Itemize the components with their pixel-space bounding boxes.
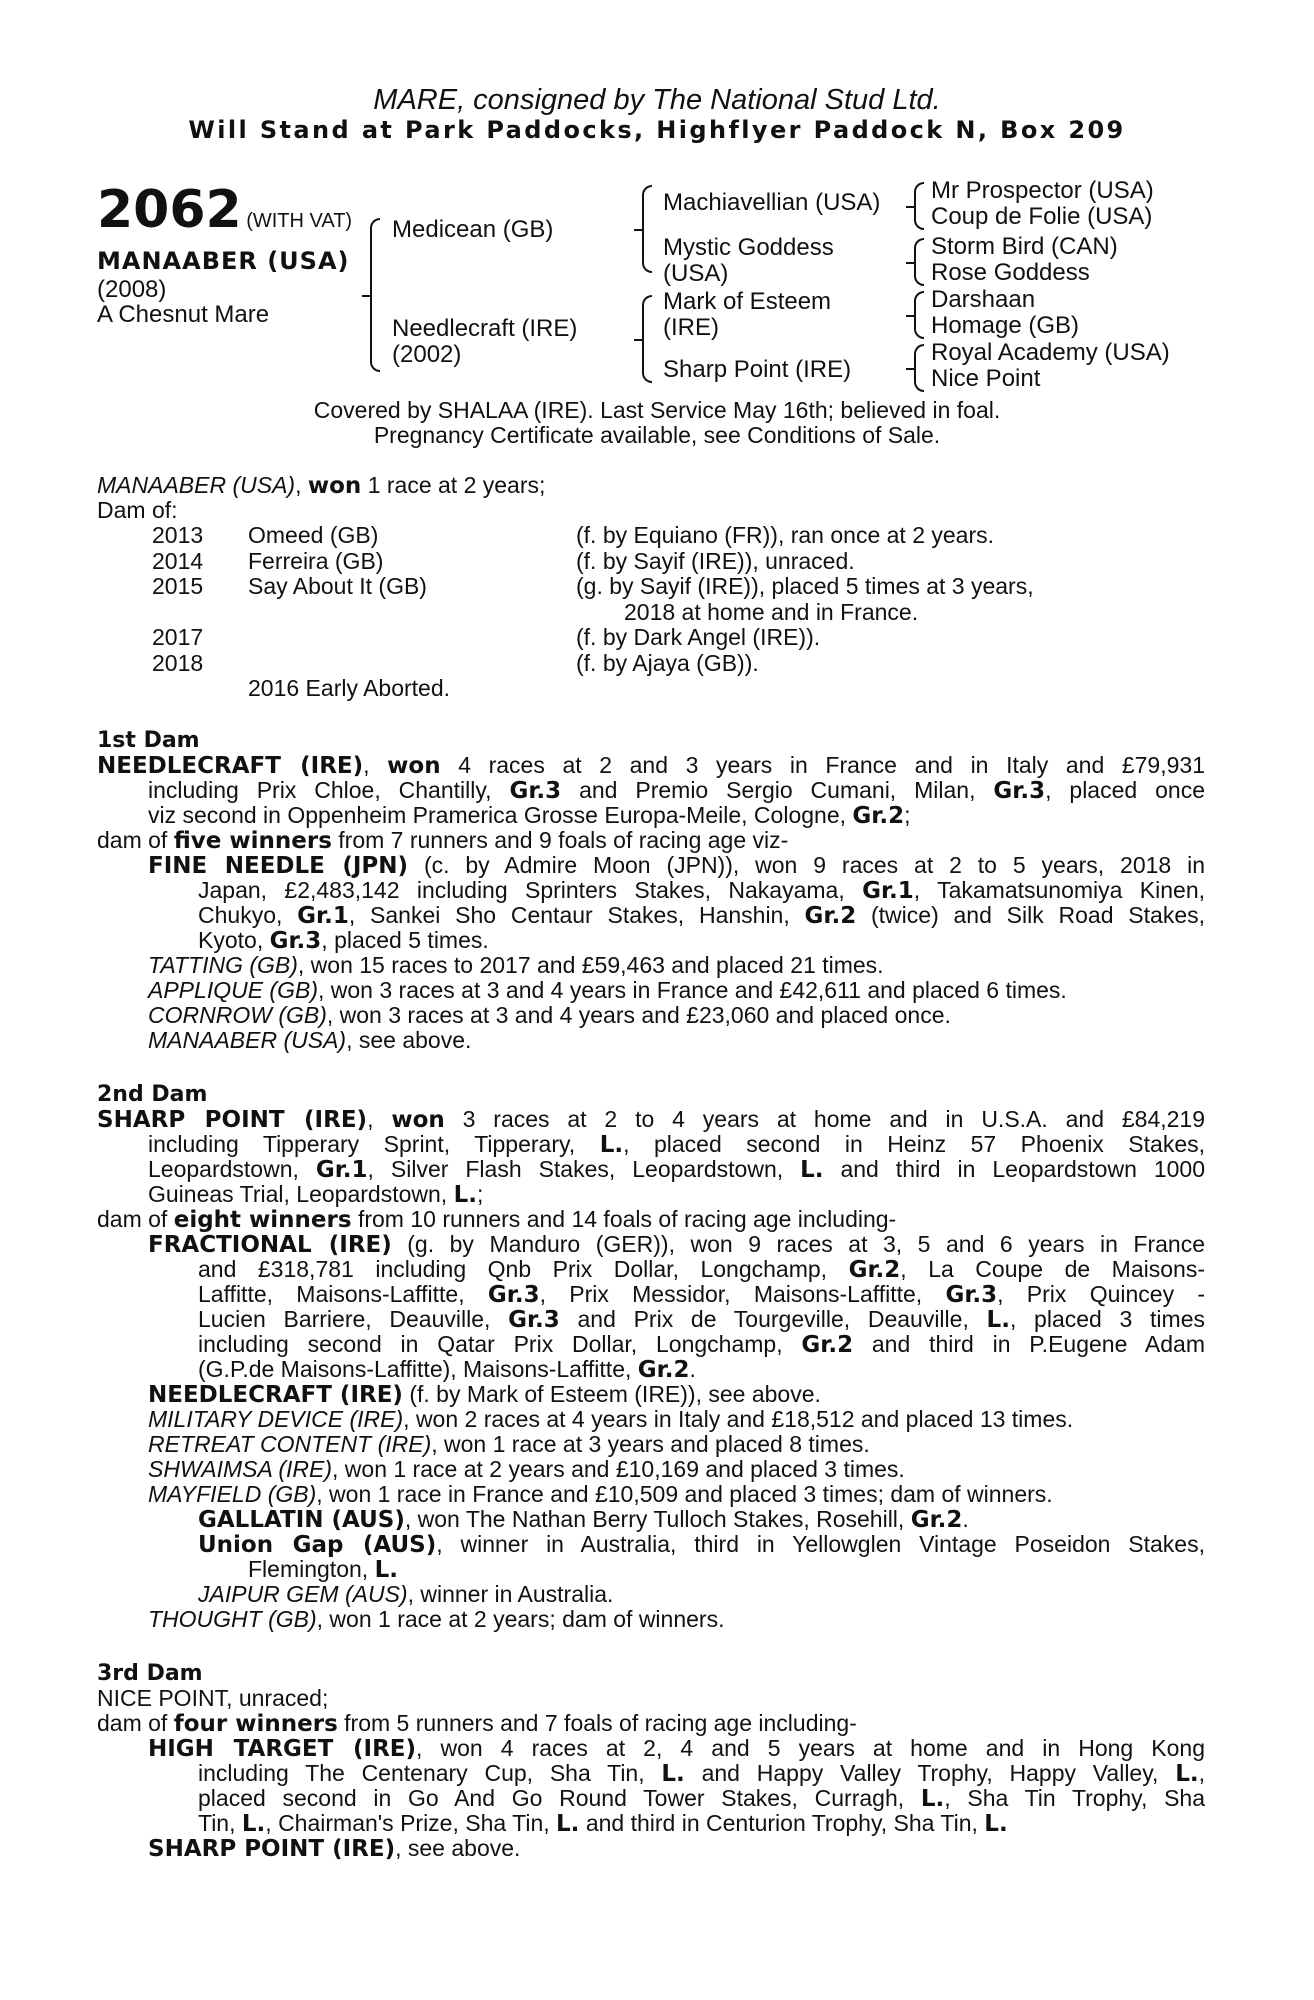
text: , placed once <box>1045 777 1205 803</box>
horse-name: Union Gap (AUS) <box>198 1532 437 1558</box>
second-dam-line <box>148 1157 1205 1184</box>
grade: Gr.1 <box>315 1157 368 1183</box>
grade: Gr.3 <box>993 778 1046 804</box>
produce-intro-sep: , <box>295 472 308 498</box>
won-label: won <box>387 753 441 779</box>
horse-name: APPLIQUE (GB) <box>148 977 318 1003</box>
second-dam-line <box>148 1432 870 1458</box>
second-dam-heading: 2nd Dam <box>97 1082 208 1107</box>
second-dam-line <box>148 1382 821 1409</box>
text: , Prix Messidor, Maisons-Laffitte, <box>539 1281 946 1307</box>
text: , Takamatsunomiya Kinen, <box>913 877 1205 903</box>
text: , <box>367 1106 392 1132</box>
pedigree-brace-dd <box>914 344 924 392</box>
first-dam-line <box>97 828 788 855</box>
produce-year: 2013 <box>152 522 204 548</box>
produce-years <box>152 523 203 676</box>
first-dam-line <box>148 778 1205 805</box>
text: ; <box>476 1181 484 1207</box>
certificate-note: Pregnancy Certificate available, see Conditions of Sale. <box>373 422 941 448</box>
produce-notes <box>576 523 1034 676</box>
pedigree-brace-ss <box>914 182 924 230</box>
horse-description: A Chesnut Mare <box>97 301 270 328</box>
winners-count: eight winners <box>173 1207 352 1233</box>
grade: L. <box>920 1786 945 1812</box>
dam: Needlecraft (IRE) <box>392 315 578 342</box>
grade: L. <box>556 1811 580 1837</box>
grade: Gr.3 <box>945 1282 998 1308</box>
grade: L. <box>599 1132 624 1158</box>
third-dam-line <box>148 1736 1205 1763</box>
sire-sire: Machiavellian (USA) <box>663 189 881 216</box>
lot-number: 2062 <box>97 180 242 240</box>
second-dam-line <box>198 1257 1205 1284</box>
grade: L. <box>661 1761 685 1787</box>
consignor-line: MARE, consigned by The National Stud Ltd. <box>373 84 941 116</box>
gg-sire-4: Royal Academy (USA) <box>931 339 1170 366</box>
text: Tin, <box>198 1810 242 1836</box>
text: , placed 3 times <box>1009 1306 1205 1332</box>
text: Kyoto, <box>198 927 270 953</box>
first-dam-line <box>97 753 1205 780</box>
text: Flemington, <box>248 1556 375 1582</box>
text: , won 3 races at 3 and 4 years and £23,060 and placed once. <box>326 1002 951 1028</box>
dam-dam: Sharp Point (IRE) <box>663 356 852 383</box>
grade: L. <box>453 1182 477 1208</box>
first-dam-heading: 1st Dam <box>97 728 200 753</box>
text: and Prix de Tourgeville, Deauville, <box>559 1306 987 1332</box>
horse-name: CORNROW (GB) <box>148 1002 327 1028</box>
text: , <box>1198 1760 1205 1786</box>
text: dam of <box>97 827 174 853</box>
second-dam-line <box>148 1182 483 1209</box>
grade: L. <box>374 1557 398 1583</box>
text: , Chairman's Prize, Sha Tin, <box>265 1810 557 1836</box>
horse-name: FINE NEEDLE (JPN) <box>148 853 409 879</box>
grade: Gr.1 <box>297 903 349 929</box>
first-dam-line <box>148 953 884 979</box>
second-dam-line <box>248 1557 398 1584</box>
grade: Gr.2 <box>804 903 857 929</box>
text: Guineas Trial, Leopardstown, <box>148 1181 454 1207</box>
grade: Gr.3 <box>509 778 562 804</box>
grade: Gr.2 <box>801 1332 854 1358</box>
text: (c. by Admire Moon (JPN)), won 9 races at 2 to 5 years, 2018 in <box>408 852 1205 878</box>
text: (g. by Manduro (GER)), won 9 races at 3, 5 and 6 years in France <box>391 1231 1205 1257</box>
second-dam-line <box>198 1582 613 1608</box>
horse-name: HIGH TARGET (IRE) <box>148 1736 417 1762</box>
first-dam-line <box>148 978 1067 1004</box>
produce-intro-name: MANAABER (USA) <box>97 472 296 498</box>
produce-intro <box>97 473 545 500</box>
text: 3 races at 2 to 4 years at home and in U.S.A. and £84,219 <box>444 1106 1206 1132</box>
gg-sire-1: Mr Prospector (USA) <box>931 177 1154 204</box>
produce-note: 2018 at home and in France. <box>624 598 919 625</box>
third-dam-line <box>198 1811 1008 1838</box>
text: dam of <box>97 1206 174 1232</box>
text: , won 2 races at 4 years in Italy and £18,512 and placed 13 times. <box>403 1406 1074 1432</box>
dam-name: SHARP POINT (IRE) <box>97 1107 368 1133</box>
horse-name: JAIPUR GEM (AUS) <box>198 1581 408 1607</box>
third-dam-heading: 3rd Dam <box>97 1661 203 1686</box>
text: and third in Leopardstown 1000 <box>823 1156 1205 1182</box>
lot-number-block <box>97 180 352 240</box>
text: and Premio Sergio Cumani, Milan, <box>561 777 994 803</box>
text: and £318,781 including Qnb Prix Dollar, Longchamp, <box>198 1256 849 1282</box>
text: from 10 runners and 14 foals of racing age including- <box>351 1206 897 1232</box>
horse-name: RETREAT CONTENT (IRE) <box>148 1431 432 1457</box>
grade: Gr.2 <box>910 1507 963 1533</box>
horse-name: SHWAIMSA (IRE) <box>148 1456 333 1482</box>
text: including Prix Chloe, Chantilly, <box>148 777 510 803</box>
third-dam-line <box>148 1836 520 1863</box>
second-dam-line <box>148 1457 905 1483</box>
second-dam-line <box>148 1232 1205 1259</box>
second-dam-line <box>198 1357 696 1384</box>
second-dam-line <box>97 1107 1205 1134</box>
text: , won 3 races at 3 and 4 years in France and £42,611 and placed 6 times. <box>317 977 1067 1003</box>
third-dam-line: NICE POINT, unraced; <box>97 1685 329 1711</box>
text: , won The Nathan Berry Tulloch Stakes, Rosehill, <box>404 1506 911 1532</box>
horse-name: MANAABER (USA) <box>97 247 350 275</box>
vat-note: (WITH VAT) <box>246 210 353 232</box>
text: , <box>363 752 388 778</box>
produce-name: Ferreira (GB) <box>248 547 384 574</box>
text: , Prix Quincey - <box>997 1281 1206 1307</box>
text: , won 1 race at 2 years and £10,169 and placed 3 times. <box>332 1456 905 1482</box>
foaling-year: (2008) <box>97 276 167 303</box>
produce-intro-won: won <box>307 473 362 499</box>
text: , placed second in Heinz 57 Phoenix Stakes, <box>623 1131 1206 1157</box>
grade: L. <box>984 1811 1008 1837</box>
dam-sire-1: Mark of Esteem <box>663 288 832 315</box>
text: Leopardstown, <box>148 1156 316 1182</box>
text: and Happy Valley Trophy, Happy Valley, <box>684 1760 1176 1786</box>
produce-name: Say About It (GB) <box>248 573 427 599</box>
first-dam-line <box>148 853 1205 880</box>
sire-dam-2: (USA) <box>663 260 729 287</box>
text: . <box>689 1356 696 1382</box>
gg-sire-2: Storm Bird (CAN) <box>931 233 1118 260</box>
produce-note: (f. by Ajaya (GB)). <box>576 649 759 676</box>
text: , see above. <box>346 1027 472 1053</box>
text: Lucien Barriere, Deauville, <box>198 1306 509 1332</box>
second-dam-line <box>97 1207 896 1234</box>
text: placed second in Go And Go Round Tower Stakes, Curragh, <box>198 1785 921 1811</box>
text: , Sankei Sho Centaur Stakes, Hanshin, <box>348 902 805 928</box>
third-dam-line <box>198 1761 1205 1788</box>
first-dam-line <box>148 1028 471 1054</box>
third-dam-line <box>97 1711 857 1738</box>
second-dam-line <box>198 1332 1205 1359</box>
produce-year: 2015 <box>152 573 204 599</box>
horse-name: FRACTIONAL (IRE) <box>148 1232 392 1258</box>
text: (f. by Mark of Esteem (IRE)), see above. <box>402 1381 821 1407</box>
first-dam-line <box>148 803 910 830</box>
text: including Tipperary Sprint, Tipperary, <box>148 1131 600 1157</box>
dam-name: NEEDLECRAFT (IRE) <box>97 753 364 779</box>
pedigree-brace-sire <box>642 185 652 273</box>
grade: L. <box>1175 1761 1199 1787</box>
text: viz second in Oppenheim Pramerica Grosse Europa-Meile, Cologne, <box>148 802 853 828</box>
text: , won 4 races at 2, 4 and 5 years at home and in Hong Kong <box>416 1735 1205 1761</box>
second-dam-line <box>198 1507 969 1534</box>
aborted-note: 2016 Early Aborted. <box>248 675 451 701</box>
text: from 7 runners and 9 foals of racing age viz- <box>331 827 789 853</box>
grade: L. <box>800 1157 824 1183</box>
pedigree-brace-main <box>370 218 380 372</box>
second-dam-line <box>148 1407 1073 1433</box>
second-dam-line <box>148 1482 1053 1508</box>
text: and third in P.Eugene Adam <box>853 1331 1205 1357</box>
horse-name: GALLATIN (AUS) <box>198 1507 405 1533</box>
text: , Sha Tin Trophy, Sha <box>944 1785 1205 1811</box>
grade: Gr.2 <box>637 1357 690 1383</box>
grade: Gr.1 <box>862 878 914 904</box>
second-dam-line <box>198 1282 1205 1309</box>
text: dam of <box>97 1710 174 1736</box>
first-dam-line <box>148 1003 951 1029</box>
gg-dam-2: Rose Goddess <box>931 259 1090 286</box>
gg-dam-4: Nice Point <box>931 365 1041 392</box>
sire-dam-1: Mystic Goddess <box>663 234 834 261</box>
text: . <box>962 1506 969 1532</box>
produce-note: (f. by Equiano (FR)), ran once at 2 years. <box>576 522 995 548</box>
second-dam-line <box>198 1532 1205 1559</box>
horse-name: MILITARY DEVICE (IRE) <box>148 1406 404 1432</box>
text: ; <box>904 802 911 828</box>
gg-dam-3: Homage (GB) <box>931 312 1080 339</box>
grade: Gr.2 <box>848 1257 901 1283</box>
dam-sire-2: (IRE) <box>663 314 719 341</box>
text: 4 races at 2 and 3 years in France and in Italy and £79,931 <box>440 752 1205 778</box>
produce-year: 2017 <box>152 624 204 650</box>
text: , won 15 races to 2017 and £59,463 and placed 21 times. <box>297 952 884 978</box>
dam-of-label: Dam of: <box>97 497 178 523</box>
produce-intro-rest: 1 race at 2 years; <box>361 472 546 498</box>
pedigree-brace-sd <box>914 238 924 286</box>
text: (G.P.de Maisons-Laffitte), Maisons-Laffitte, <box>198 1356 638 1382</box>
text: from 5 runners and 7 foals of racing age including- <box>337 1710 857 1736</box>
text: , La Coupe de Maisons- <box>900 1256 1205 1282</box>
produce-note: (f. by Sayif (IRE)), unraced. <box>576 547 855 574</box>
produce-note: (g. by Sayif (IRE)), placed 5 times at 3 years, <box>576 573 1034 599</box>
produce-names <box>248 523 427 600</box>
text: including second in Qatar Prix Dollar, Longchamp, <box>198 1331 802 1357</box>
pedigree-brace-dam <box>642 295 652 383</box>
sire: Medicean (GB) <box>392 216 554 243</box>
produce-year: 2018 <box>152 649 204 676</box>
text: Laffitte, Maisons-Laffitte, <box>198 1281 488 1307</box>
winners-count: four winners <box>173 1711 338 1737</box>
first-dam-line <box>198 903 1205 930</box>
second-dam-line <box>198 1307 1205 1334</box>
grade: Gr.3 <box>508 1307 560 1333</box>
text: , won 1 race at 2 years; dam of winners. <box>316 1606 725 1632</box>
text: , won 1 race in France and £10,509 and placed 3 times; dam of winners. <box>316 1481 1053 1507</box>
horse-name: SHARP POINT (IRE) <box>148 1836 396 1862</box>
text: , placed 5 times. <box>321 927 489 953</box>
grade: L. <box>241 1811 266 1837</box>
horse-name: MAYFIELD (GB) <box>148 1481 317 1507</box>
text: (twice) and Silk Road Stakes, <box>856 902 1205 928</box>
stabling-line: Will Stand at Park Paddocks, Highflyer Paddock N, Box 209 <box>188 116 1126 144</box>
produce-name: Omeed (GB) <box>248 522 379 548</box>
produce-year <box>152 600 203 626</box>
horse-name: NEEDLECRAFT (IRE) <box>148 1382 403 1408</box>
text: , winner in Australia. <box>407 1581 614 1607</box>
produce-note: (f. by Dark Angel (IRE)). <box>576 624 821 650</box>
pedigree-brace-ds <box>914 291 924 339</box>
text: Chukyo, <box>198 902 298 928</box>
grade: Gr.3 <box>269 928 322 954</box>
dam-year: (2002) <box>392 341 462 368</box>
text: , see above. <box>395 1835 521 1861</box>
horse-name: TATTING (GB) <box>148 952 298 978</box>
second-dam-line <box>148 1132 1205 1159</box>
text: and third in Centurion Trophy, Sha Tin, <box>579 1810 985 1836</box>
text: , Silver Flash Stakes, Leopardstown, <box>367 1156 801 1182</box>
won-label: won <box>391 1107 445 1133</box>
covered-note: Covered by SHALAA (IRE). Last Service May 16th; believed in foal. <box>313 397 1001 423</box>
first-dam-line <box>198 878 1205 905</box>
text: including The Centenary Cup, Sha Tin, <box>198 1760 662 1786</box>
text: Japan, £2,483,142 including Sprinters Stakes, Nakayama, <box>198 877 863 903</box>
text: , won 1 race at 3 years and placed 8 times. <box>431 1431 870 1457</box>
winners-count: five winners <box>173 828 332 854</box>
produce-year: 2014 <box>152 547 204 574</box>
horse-name: MANAABER (USA) <box>148 1027 347 1053</box>
horse-name: THOUGHT (GB) <box>148 1606 317 1632</box>
third-dam-line <box>198 1786 1205 1813</box>
grade: Gr.3 <box>487 1282 540 1308</box>
grade: L. <box>986 1307 1010 1333</box>
second-dam-line <box>148 1607 724 1633</box>
first-dam-line <box>198 928 489 955</box>
gg-dam-1: Coup de Folie (USA) <box>931 203 1153 230</box>
grade: Gr.2 <box>852 803 905 829</box>
text: , winner in Australia, third in Yellowglen Vintage Poseidon Stakes, <box>436 1531 1205 1557</box>
gg-sire-3: Darshaan <box>931 286 1036 313</box>
